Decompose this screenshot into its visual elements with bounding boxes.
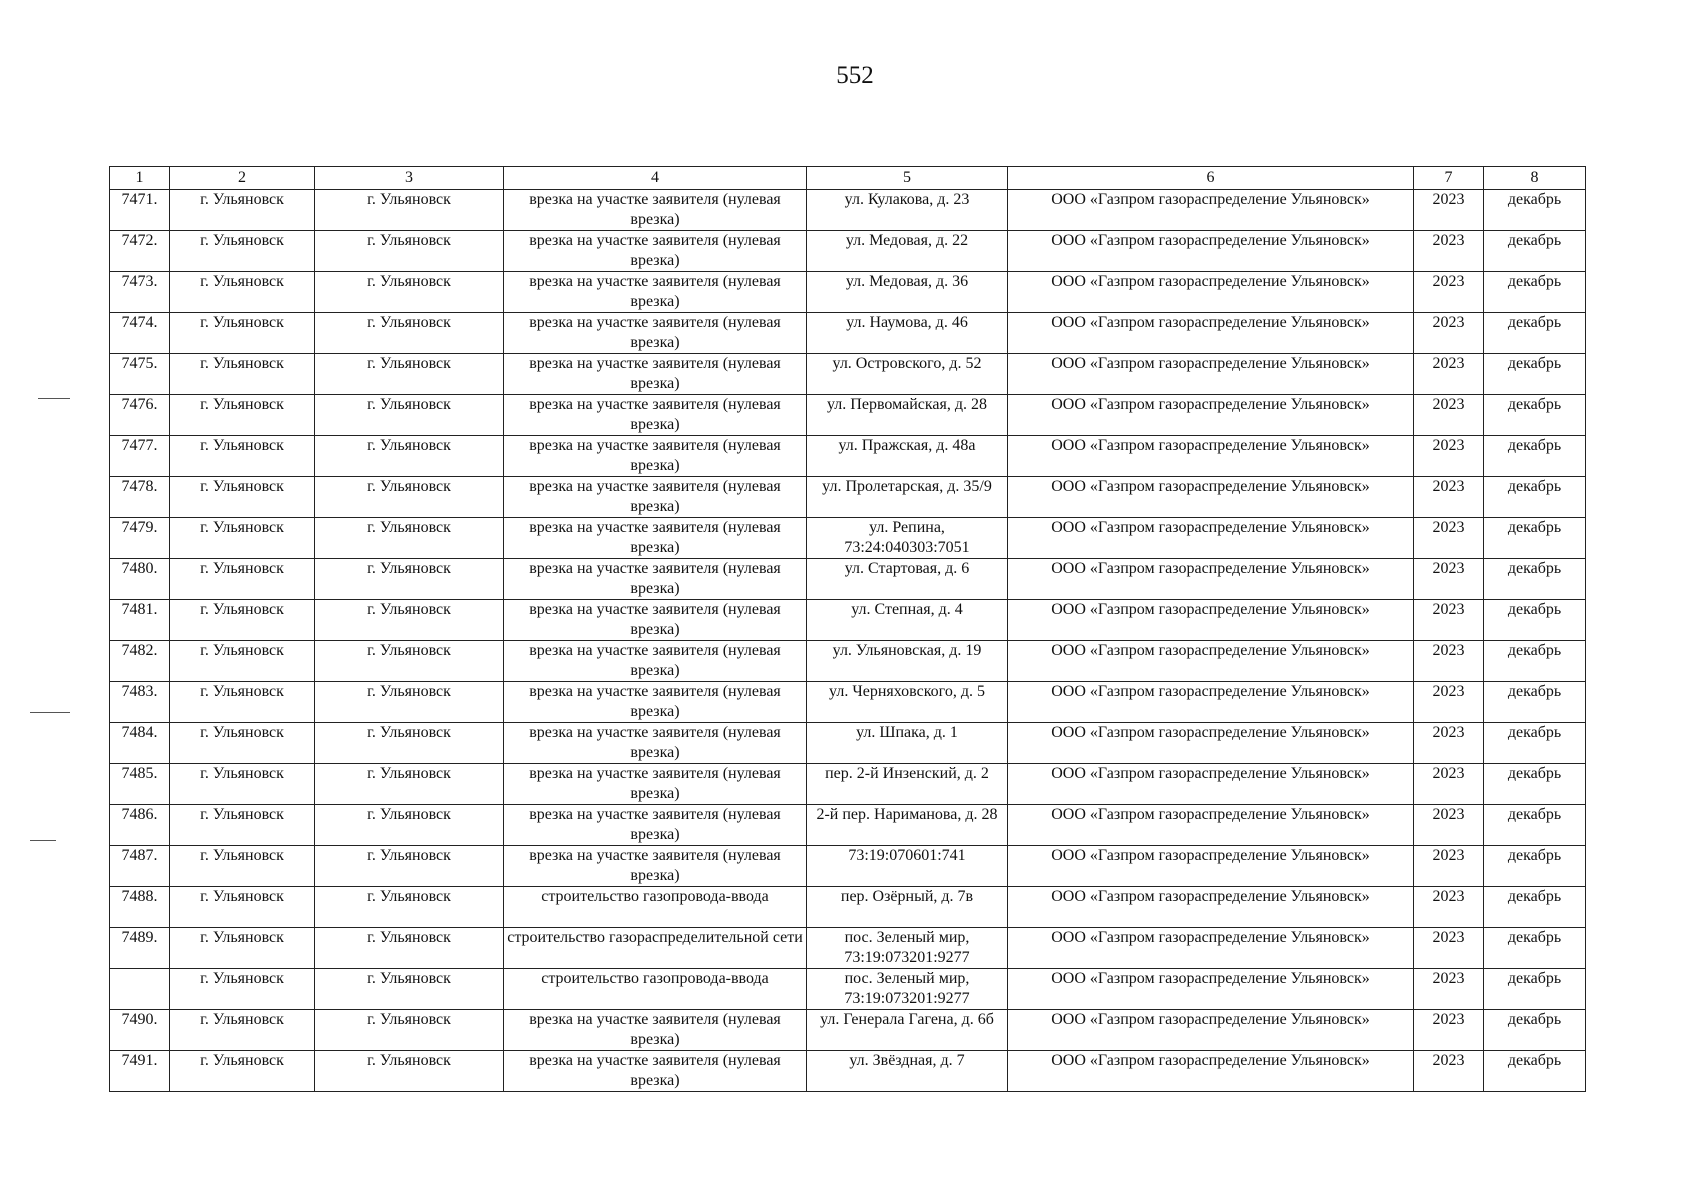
- row-number: 7488.: [110, 887, 170, 928]
- row-number: 7483.: [110, 682, 170, 723]
- organization-cell: ООО «Газпром газораспределение Ульяновск»: [1008, 641, 1414, 682]
- year-cell: 2023: [1414, 723, 1484, 764]
- region-cell: г. Ульяновск: [170, 395, 315, 436]
- organization-cell: ООО «Газпром газораспределение Ульяновск»: [1008, 846, 1414, 887]
- year-cell: 2023: [1414, 969, 1484, 1010]
- table-row: [110, 600, 1586, 641]
- settlement-cell: г. Ульяновск: [315, 231, 504, 272]
- month-cell: декабрь: [1484, 518, 1586, 559]
- table-row: [110, 477, 1586, 518]
- table-row: [110, 641, 1586, 682]
- organization-cell: ООО «Газпром газораспределение Ульяновск»: [1008, 1010, 1414, 1051]
- organization-cell: ООО «Газпром газораспределение Ульяновск»: [1008, 1051, 1414, 1092]
- work-type-cell: строительство газораспределительной сети: [504, 928, 807, 969]
- month-cell: декабрь: [1484, 887, 1586, 928]
- year-cell: 2023: [1414, 395, 1484, 436]
- row-number: 7485.: [110, 764, 170, 805]
- settlement-cell: г. Ульяновск: [315, 723, 504, 764]
- work-type-cell: врезка на участке заявителя (нулевая врезка): [504, 354, 807, 395]
- organization-cell: ООО «Газпром газораспределение Ульяновск»: [1008, 805, 1414, 846]
- settlement-cell: г. Ульяновск: [315, 313, 504, 354]
- year-cell: 2023: [1414, 887, 1484, 928]
- row-number: 7480.: [110, 559, 170, 600]
- table-row: [110, 354, 1586, 395]
- work-type-cell: врезка на участке заявителя (нулевая врезка): [504, 1051, 807, 1092]
- row-number: 7491.: [110, 1051, 170, 1092]
- work-type-cell: строительство газопровода-ввода: [504, 969, 807, 1010]
- scan-mark: [30, 840, 56, 841]
- month-cell: декабрь: [1484, 600, 1586, 641]
- address-cell: ул. Звёздная, д. 7: [807, 1051, 1008, 1092]
- column-header: 7: [1414, 167, 1484, 190]
- address-cell: пер. Озёрный, д. 7в: [807, 887, 1008, 928]
- settlement-cell: г. Ульяновск: [315, 1010, 504, 1051]
- month-cell: декабрь: [1484, 764, 1586, 805]
- organization-cell: ООО «Газпром газораспределение Ульяновск»: [1008, 477, 1414, 518]
- settlement-cell: г. Ульяновск: [315, 395, 504, 436]
- row-number: [110, 969, 170, 1010]
- address-cell: 2-й пер. Нариманова, д. 28: [807, 805, 1008, 846]
- table-body: [110, 190, 1586, 1092]
- settlement-cell: г. Ульяновск: [315, 846, 504, 887]
- region-cell: г. Ульяновск: [170, 436, 315, 477]
- year-cell: 2023: [1414, 682, 1484, 723]
- region-cell: г. Ульяновск: [170, 272, 315, 313]
- year-cell: 2023: [1414, 436, 1484, 477]
- organization-cell: ООО «Газпром газораспределение Ульяновск»: [1008, 190, 1414, 231]
- address-cell: ул. Стартовая, д. 6: [807, 559, 1008, 600]
- month-cell: декабрь: [1484, 805, 1586, 846]
- address-cell: пер. 2-й Инзенский, д. 2: [807, 764, 1008, 805]
- settlement-cell: г. Ульяновск: [315, 764, 504, 805]
- table-row: [110, 723, 1586, 764]
- year-cell: 2023: [1414, 600, 1484, 641]
- table-row: [110, 805, 1586, 846]
- region-cell: г. Ульяновск: [170, 231, 315, 272]
- organization-cell: ООО «Газпром газораспределение Ульяновск»: [1008, 600, 1414, 641]
- work-type-cell: врезка на участке заявителя (нулевая врезка): [504, 436, 807, 477]
- table-row: [110, 231, 1586, 272]
- month-cell: декабрь: [1484, 190, 1586, 231]
- table-row: [110, 682, 1586, 723]
- scan-mark: [30, 712, 70, 713]
- organization-cell: ООО «Газпром газораспределение Ульяновск»: [1008, 354, 1414, 395]
- work-type-cell: врезка на участке заявителя (нулевая врезка): [504, 682, 807, 723]
- document-table: [109, 166, 1586, 1092]
- organization-cell: ООО «Газпром газораспределение Ульяновск»: [1008, 928, 1414, 969]
- region-cell: г. Ульяновск: [170, 1010, 315, 1051]
- address-cell: ул. Первомайская, д. 28: [807, 395, 1008, 436]
- region-cell: г. Ульяновск: [170, 600, 315, 641]
- work-type-cell: врезка на участке заявителя (нулевая врезка): [504, 559, 807, 600]
- address-cell: ул. Ульяновская, д. 19: [807, 641, 1008, 682]
- work-type-cell: строительство газопровода-ввода: [504, 887, 807, 928]
- month-cell: декабрь: [1484, 641, 1586, 682]
- row-number: 7472.: [110, 231, 170, 272]
- work-type-cell: врезка на участке заявителя (нулевая врезка): [504, 477, 807, 518]
- region-cell: г. Ульяновск: [170, 1051, 315, 1092]
- region-cell: г. Ульяновск: [170, 641, 315, 682]
- region-cell: г. Ульяновск: [170, 682, 315, 723]
- year-cell: 2023: [1414, 1010, 1484, 1051]
- settlement-cell: г. Ульяновск: [315, 354, 504, 395]
- work-type-cell: врезка на участке заявителя (нулевая врезка): [504, 846, 807, 887]
- address-cell: ул. Степная, д. 4: [807, 600, 1008, 641]
- row-number: 7481.: [110, 600, 170, 641]
- work-type-cell: врезка на участке заявителя (нулевая врезка): [504, 805, 807, 846]
- work-type-cell: врезка на участке заявителя (нулевая врезка): [504, 764, 807, 805]
- column-header: 1: [110, 167, 170, 190]
- year-cell: 2023: [1414, 846, 1484, 887]
- month-cell: декабрь: [1484, 1051, 1586, 1092]
- settlement-cell: г. Ульяновск: [315, 600, 504, 641]
- region-cell: г. Ульяновск: [170, 846, 315, 887]
- address-cell: ул. Медовая, д. 22: [807, 231, 1008, 272]
- column-header: 3: [315, 167, 504, 190]
- organization-cell: ООО «Газпром газораспределение Ульяновск»: [1008, 682, 1414, 723]
- work-type-cell: врезка на участке заявителя (нулевая врезка): [504, 272, 807, 313]
- settlement-cell: г. Ульяновск: [315, 641, 504, 682]
- region-cell: г. Ульяновск: [170, 313, 315, 354]
- organization-cell: ООО «Газпром газораспределение Ульяновск»: [1008, 764, 1414, 805]
- organization-cell: ООО «Газпром газораспределение Ульяновск»: [1008, 723, 1414, 764]
- organization-cell: ООО «Газпром газораспределение Ульяновск»: [1008, 231, 1414, 272]
- column-header: 8: [1484, 167, 1586, 190]
- settlement-cell: г. Ульяновск: [315, 805, 504, 846]
- settlement-cell: г. Ульяновск: [315, 887, 504, 928]
- row-number: 7478.: [110, 477, 170, 518]
- work-type-cell: врезка на участке заявителя (нулевая врезка): [504, 641, 807, 682]
- work-type-cell: врезка на участке заявителя (нулевая врезка): [504, 231, 807, 272]
- month-cell: декабрь: [1484, 477, 1586, 518]
- region-cell: г. Ульяновск: [170, 887, 315, 928]
- region-cell: г. Ульяновск: [170, 805, 315, 846]
- work-type-cell: врезка на участке заявителя (нулевая врезка): [504, 395, 807, 436]
- settlement-cell: г. Ульяновск: [315, 682, 504, 723]
- year-cell: 2023: [1414, 764, 1484, 805]
- month-cell: декабрь: [1484, 354, 1586, 395]
- organization-cell: ООО «Газпром газораспределение Ульяновск»: [1008, 887, 1414, 928]
- address-cell: ул. Шпака, д. 1: [807, 723, 1008, 764]
- organization-cell: ООО «Газпром газораспределение Ульяновск»: [1008, 518, 1414, 559]
- organization-cell: ООО «Газпром газораспределение Ульяновск»: [1008, 395, 1414, 436]
- header-row: [110, 167, 1586, 190]
- year-cell: 2023: [1414, 928, 1484, 969]
- row-number: 7475.: [110, 354, 170, 395]
- row-number: 7476.: [110, 395, 170, 436]
- table-row: [110, 436, 1586, 477]
- settlement-cell: г. Ульяновск: [315, 477, 504, 518]
- address-cell: пос. Зеленый мир, 73:19:073201:9277: [807, 928, 1008, 969]
- table-row: [110, 559, 1586, 600]
- year-cell: 2023: [1414, 805, 1484, 846]
- year-cell: 2023: [1414, 559, 1484, 600]
- table-row: [110, 887, 1586, 928]
- month-cell: декабрь: [1484, 231, 1586, 272]
- address-cell: ул. Медовая, д. 36: [807, 272, 1008, 313]
- month-cell: декабрь: [1484, 1010, 1586, 1051]
- region-cell: г. Ульяновск: [170, 559, 315, 600]
- page-number: 552: [836, 62, 874, 89]
- organization-cell: ООО «Газпром газораспределение Ульяновск»: [1008, 969, 1414, 1010]
- month-cell: декабрь: [1484, 682, 1586, 723]
- address-cell: ул. Кулакова, д. 23: [807, 190, 1008, 231]
- settlement-cell: г. Ульяновск: [315, 559, 504, 600]
- table-row: [110, 928, 1586, 969]
- year-cell: 2023: [1414, 313, 1484, 354]
- address-cell: ул. Островского, д. 52: [807, 354, 1008, 395]
- row-number: 7479.: [110, 518, 170, 559]
- settlement-cell: г. Ульяновск: [315, 436, 504, 477]
- work-type-cell: врезка на участке заявителя (нулевая врезка): [504, 190, 807, 231]
- address-cell: ул. Пражская, д. 48а: [807, 436, 1008, 477]
- month-cell: декабрь: [1484, 723, 1586, 764]
- organization-cell: ООО «Газпром газораспределение Ульяновск»: [1008, 436, 1414, 477]
- organization-cell: ООО «Газпром газораспределение Ульяновск»: [1008, 272, 1414, 313]
- address-cell: ул. Черняховского, д. 5: [807, 682, 1008, 723]
- address-cell: 73:19:070601:741: [807, 846, 1008, 887]
- region-cell: г. Ульяновск: [170, 723, 315, 764]
- year-cell: 2023: [1414, 477, 1484, 518]
- address-cell: ул. Генерала Гагена, д. 6б: [807, 1010, 1008, 1051]
- row-number: 7477.: [110, 436, 170, 477]
- month-cell: декабрь: [1484, 395, 1586, 436]
- region-cell: г. Ульяновск: [170, 477, 315, 518]
- table-row: [110, 272, 1586, 313]
- table-row: [110, 764, 1586, 805]
- settlement-cell: г. Ульяновск: [315, 518, 504, 559]
- table-row: [110, 190, 1586, 231]
- work-type-cell: врезка на участке заявителя (нулевая врезка): [504, 313, 807, 354]
- settlement-cell: г. Ульяновск: [315, 1051, 504, 1092]
- work-type-cell: врезка на участке заявителя (нулевая врезка): [504, 518, 807, 559]
- row-number: 7474.: [110, 313, 170, 354]
- row-number: 7482.: [110, 641, 170, 682]
- region-cell: г. Ульяновск: [170, 190, 315, 231]
- organization-cell: ООО «Газпром газораспределение Ульяновск»: [1008, 313, 1414, 354]
- row-number: 7473.: [110, 272, 170, 313]
- column-header: 2: [170, 167, 315, 190]
- year-cell: 2023: [1414, 1051, 1484, 1092]
- table-row: [110, 313, 1586, 354]
- row-number: 7487.: [110, 846, 170, 887]
- row-number: 7489.: [110, 928, 170, 969]
- work-type-cell: врезка на участке заявителя (нулевая врезка): [504, 1010, 807, 1051]
- row-number: 7490.: [110, 1010, 170, 1051]
- work-type-cell: врезка на участке заявителя (нулевая врезка): [504, 600, 807, 641]
- address-cell: ул. Наумова, д. 46: [807, 313, 1008, 354]
- region-cell: г. Ульяновск: [170, 354, 315, 395]
- month-cell: декабрь: [1484, 846, 1586, 887]
- row-number: 7471.: [110, 190, 170, 231]
- year-cell: 2023: [1414, 354, 1484, 395]
- table-row: [110, 1010, 1586, 1051]
- settlement-cell: г. Ульяновск: [315, 190, 504, 231]
- month-cell: декабрь: [1484, 559, 1586, 600]
- year-cell: 2023: [1414, 190, 1484, 231]
- region-cell: г. Ульяновск: [170, 518, 315, 559]
- scan-mark: [38, 398, 70, 399]
- organization-cell: ООО «Газпром газораспределение Ульяновск»: [1008, 559, 1414, 600]
- year-cell: 2023: [1414, 272, 1484, 313]
- month-cell: декабрь: [1484, 928, 1586, 969]
- settlement-cell: г. Ульяновск: [315, 272, 504, 313]
- table-row: [110, 846, 1586, 887]
- year-cell: 2023: [1414, 641, 1484, 682]
- row-number: 7486.: [110, 805, 170, 846]
- work-type-cell: врезка на участке заявителя (нулевая врезка): [504, 723, 807, 764]
- region-cell: г. Ульяновск: [170, 764, 315, 805]
- row-number: 7484.: [110, 723, 170, 764]
- address-cell: пос. Зеленый мир, 73:19:073201:9277: [807, 969, 1008, 1010]
- month-cell: декабрь: [1484, 313, 1586, 354]
- address-cell: ул. Пролетарская, д. 35/9: [807, 477, 1008, 518]
- column-header: 6: [1008, 167, 1414, 190]
- column-header: 4: [504, 167, 807, 190]
- column-header: 5: [807, 167, 1008, 190]
- address-cell: ул. Репина, 73:24:040303:7051: [807, 518, 1008, 559]
- region-cell: г. Ульяновск: [170, 928, 315, 969]
- table-row: [110, 969, 1586, 1010]
- month-cell: декабрь: [1484, 969, 1586, 1010]
- settlement-cell: г. Ульяновск: [315, 928, 504, 969]
- year-cell: 2023: [1414, 518, 1484, 559]
- year-cell: 2023: [1414, 231, 1484, 272]
- month-cell: декабрь: [1484, 436, 1586, 477]
- month-cell: декабрь: [1484, 272, 1586, 313]
- settlement-cell: г. Ульяновск: [315, 969, 504, 1010]
- table-row: [110, 1051, 1586, 1092]
- table-row: [110, 395, 1586, 436]
- region-cell: г. Ульяновск: [170, 969, 315, 1010]
- table-row: [110, 518, 1586, 559]
